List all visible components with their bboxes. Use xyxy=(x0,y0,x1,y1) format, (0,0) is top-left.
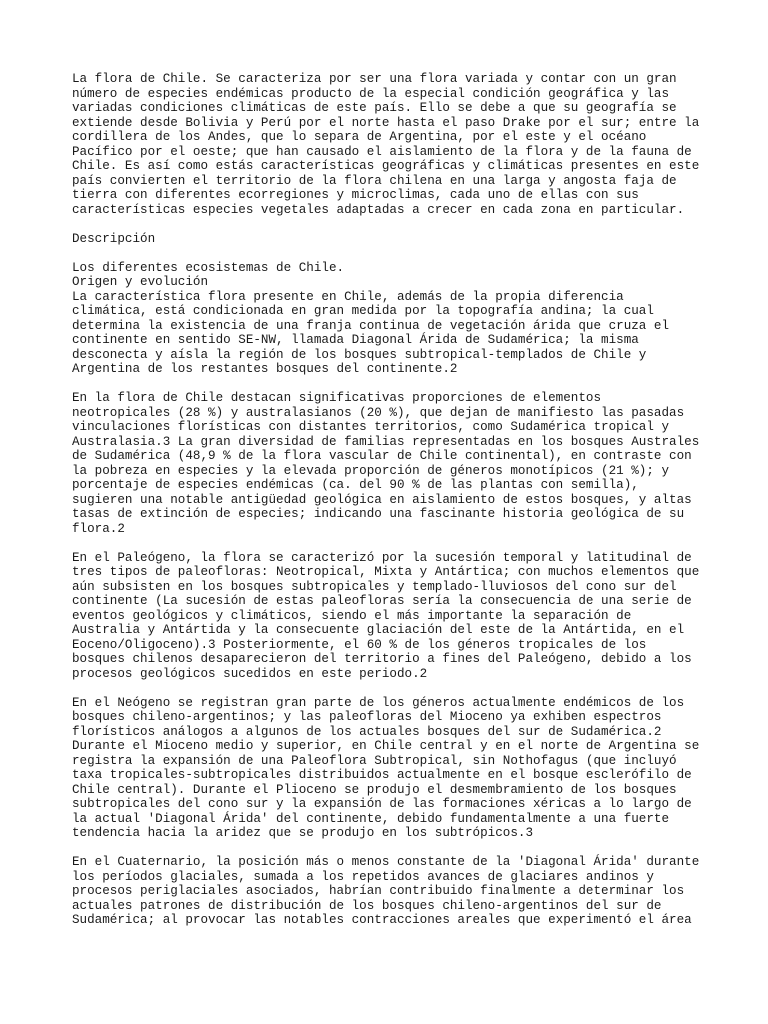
intro-paragraph: La flora de Chile. Se caracteriza por ser una flora variada y contar con un gran número de especies endémicas producto de la especial condición geográfica y las variadas condiciones climáticas de este país. Ello se debe a que su geografía se extiende desde Bolivia y Perú por el norte hasta el paso Drake por el sur; entre la cordillera de los Andes, que lo separa de Argentina, por el este y el océano Pacífico por el oeste; que han causado el aislamiento de la flora y de la fauna de Chile. Es así como estás características geográficas y climáticas presentes en este país convierten el territorio de la flora chilena en una larga y angosta faja de tierra con diferentes ecorregiones y microclimas, cada uno de ellas con sus características especies vegetales adaptadas a crecer en cada zona en particular. xyxy=(72,72,700,217)
paragraph-neogeno: En el Neógeno se registran gran parte de los géneros actualmente endémicos de los bosques chileno-argentinos; y las paleofloras del Mioceno ya exhiben espectros florísticos análogos a algunos de los actuales bosques del sur de Sudamérica.2 Durante el Mioceno medio y superior, en Chile central y en el norte de Argentina se registra la expansión de una Paleoflora Subtropical, sin Nothofagus (que incluyó taxa tropicales-subtropicales distribuidos actualmente en el bosque esclerófilo de Chile central). Durante el Plioceno se produjo el desmembramiento de los bosques subtropicales del cono sur y la expansión de las formaciones xéricas a lo largo de la actual 'Diagonal Árida' del continente, debido fundamentalmente a una fuerte tendencia hacia la aridez que se produjo en los subtrópicos.3 xyxy=(72,695,700,840)
spacer xyxy=(72,246,712,261)
document-page xyxy=(72,72,712,928)
paragraph-paleogeno: En el Paleógeno, la flora se caracterizó por la sucesión temporal y latitudinal de tres tipos de paleofloras: Neotropical, Mixta y Antártica; con muchos elementos que aún subsisten en los bosques subtropicales y templado-lluviosos del cono sur del continente (La sucesión de estas paleofloras sería la consecuencia de una serie de eventos geológicos y climáticos, siendo el más importante la separación de Australia y Antártida y la consecuente glaciación del este de la Antártida, en el Eoceno/Oligoceno).3 Posteriormente, el 60 % de los géneros tropicales de los bosques chilenos desaparecieron del territorio a fines del Paleógeno, debido a los procesos geológicos sucedidos en este periodo.2 xyxy=(72,550,700,681)
spacer xyxy=(72,217,712,232)
spacer xyxy=(72,841,712,856)
spacer xyxy=(72,536,712,551)
subheading-ecosistemas: Los diferentes ecosistemas de Chile. xyxy=(72,260,345,275)
spacer xyxy=(72,377,712,392)
paragraph-flora: En la flora de Chile destacan significativas proporciones de elementos neotropicales (28 %) y australasianos (20 %), que dejan de manifiesto las pasadas vinculaciones florísticas con distantes territorios, como Sudamérica tropical y Australasia.3 La gran diversidad de familias representadas en los bosques Australes de Sudamérica (48,9 % de la flora vascular de Chile continental), en contraste con la pobreza en especies y la elevada proporción de géneros monotípicos (21 %); y porcentaje de especies endémicas (ca. del 90 % de las plantas con semilla), sugieren una notable antigüedad geológica en aislamiento de estos bosques, y altas tasas de extinción de especies; indicando una fascinante historia geológica de su flora.2 xyxy=(72,391,700,536)
paragraph-cuaternario: En el Cuaternario, la posición más o menos constante de la 'Diagonal Árida' durante los períodos glaciales, sumada a los repetidos avances de glaciares andinos y procesos periglaciales asociados, habrían contribuido finalmente a determinar los actuales patrones de distribución de los bosques chileno-argentinos del sur de Sudamérica; al provocar las notables contracciones areales que experimentó el área xyxy=(72,855,700,927)
paragraph-origen: La característica flora presente en Chile, además de la propia diferencia climática, está condicionada en gran medida por la topografía andina; la cual determina la existencia de una franja continua de vegetación árida que cruza el continente en sentido SE-NW, llamada Diagonal Árida de Sudamérica; la misma desconecta y aísla la región de los bosques subtropical-templados de Chile y Argentina de los restantes bosques del continente.2 xyxy=(72,289,670,376)
section-heading-descripcion: Descripción xyxy=(72,231,156,246)
subheading-origen: Origen y evolución xyxy=(72,275,209,289)
spacer xyxy=(72,681,712,696)
